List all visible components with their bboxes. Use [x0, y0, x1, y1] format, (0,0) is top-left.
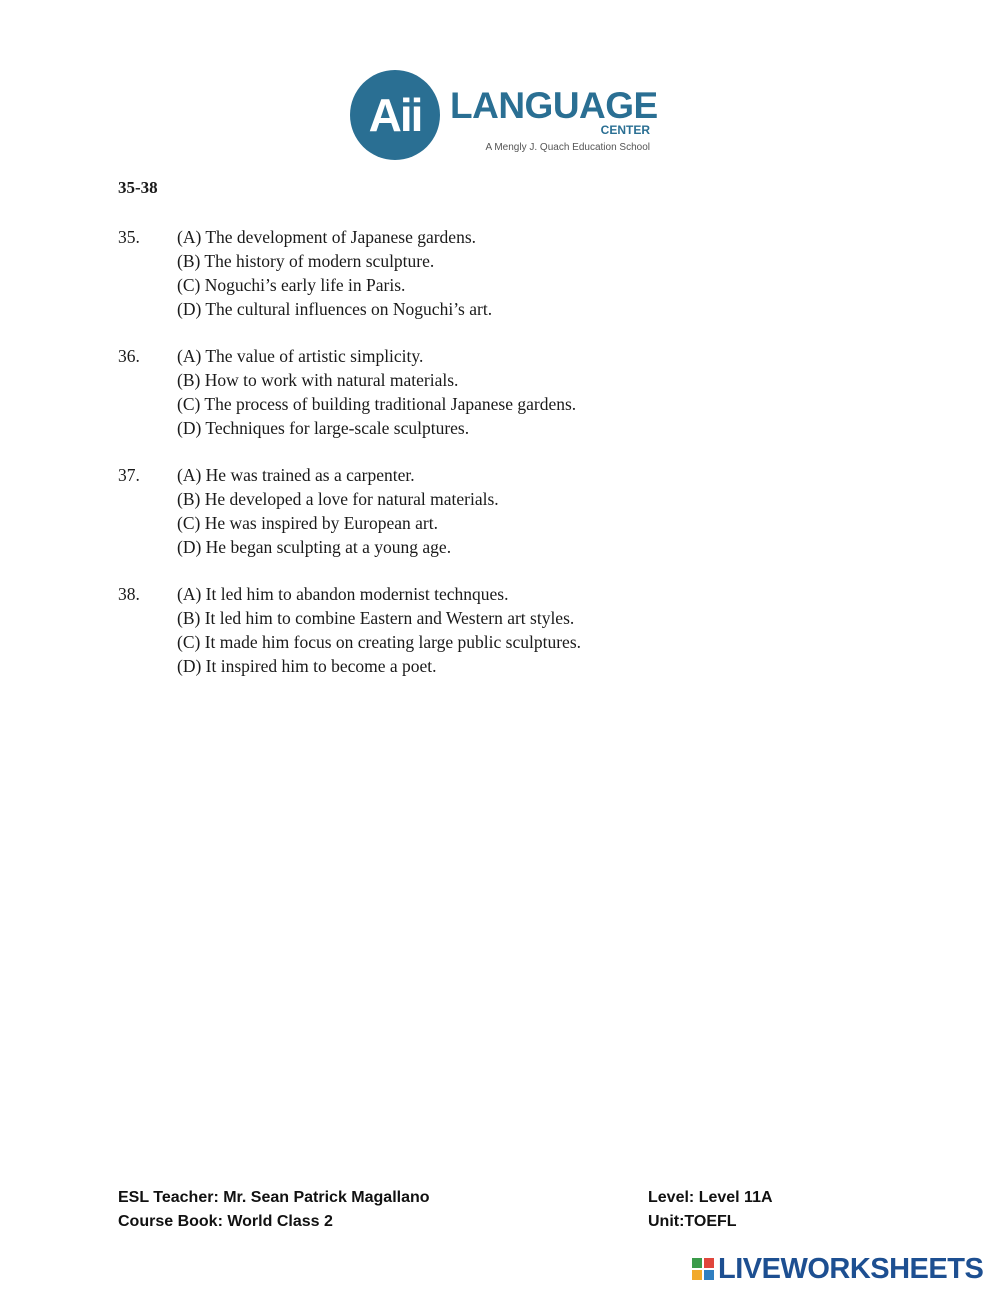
liveworksheets-wordmark: LIVEWORKSHEETS	[718, 1253, 984, 1285]
question-number: 37.	[118, 465, 140, 485]
liveworksheets-icon	[692, 1258, 714, 1280]
option-b: (B) He developed a love for natural materials.	[177, 489, 499, 509]
option-c: (C) He was inspired by European art.	[177, 513, 438, 533]
section-title: 35-38	[118, 178, 158, 197]
option-b: (B) The history of modern sculpture.	[177, 251, 435, 271]
option-a: (A) The value of artistic simplicity.	[177, 346, 424, 366]
logo-wordmark: LANGUAGE	[450, 85, 658, 126]
question-number: 38.	[118, 584, 140, 604]
option-b: (B) It led him to combine Eastern and Western art styles.	[177, 608, 575, 628]
option-d: (D) Techniques for large-scale sculptures.	[177, 418, 470, 438]
option-c: (C) Noguchi’s early life in Paris.	[177, 275, 406, 295]
unit-label: Unit:TOEFL	[648, 1213, 737, 1230]
answer-options	[177, 463, 697, 559]
option-c: (C) The process of building traditional Japanese gardens.	[177, 394, 577, 414]
option-b: (B) How to work with natural materials.	[177, 370, 459, 390]
option-a: (A) The development of Japanese gardens.	[177, 227, 477, 247]
teacher-name: ESL Teacher: Mr. Sean Patrick Magallano	[118, 1189, 430, 1206]
question-number: 36.	[118, 346, 140, 366]
course-book: Course Book: World Class 2	[118, 1213, 333, 1230]
option-c: (C) It made him focus on creating large public sculptures.	[177, 632, 582, 652]
logo-tagline: A Mengly J. Quach Education School	[485, 142, 650, 153]
answer-options	[177, 344, 697, 440]
answer-options	[177, 225, 697, 321]
page-footer	[118, 1186, 818, 1234]
option-d: (D) He began sculpting at a young age.	[177, 537, 452, 557]
option-a: (A) He was trained as a carpenter.	[177, 465, 415, 485]
logo-mark: Aii	[350, 70, 440, 160]
option-d: (D) The cultural influences on Noguchi’s art.	[177, 299, 493, 319]
answer-options	[177, 582, 697, 678]
logo-subtitle: CENTER	[600, 123, 650, 137]
school-logo	[350, 70, 660, 162]
option-d: (D) It inspired him to become a poet.	[177, 656, 437, 676]
level-label: Level: Level 11A	[648, 1189, 773, 1206]
question-number: 35.	[118, 227, 140, 247]
option-a: (A) It led him to abandon modernist technques.	[177, 584, 509, 604]
